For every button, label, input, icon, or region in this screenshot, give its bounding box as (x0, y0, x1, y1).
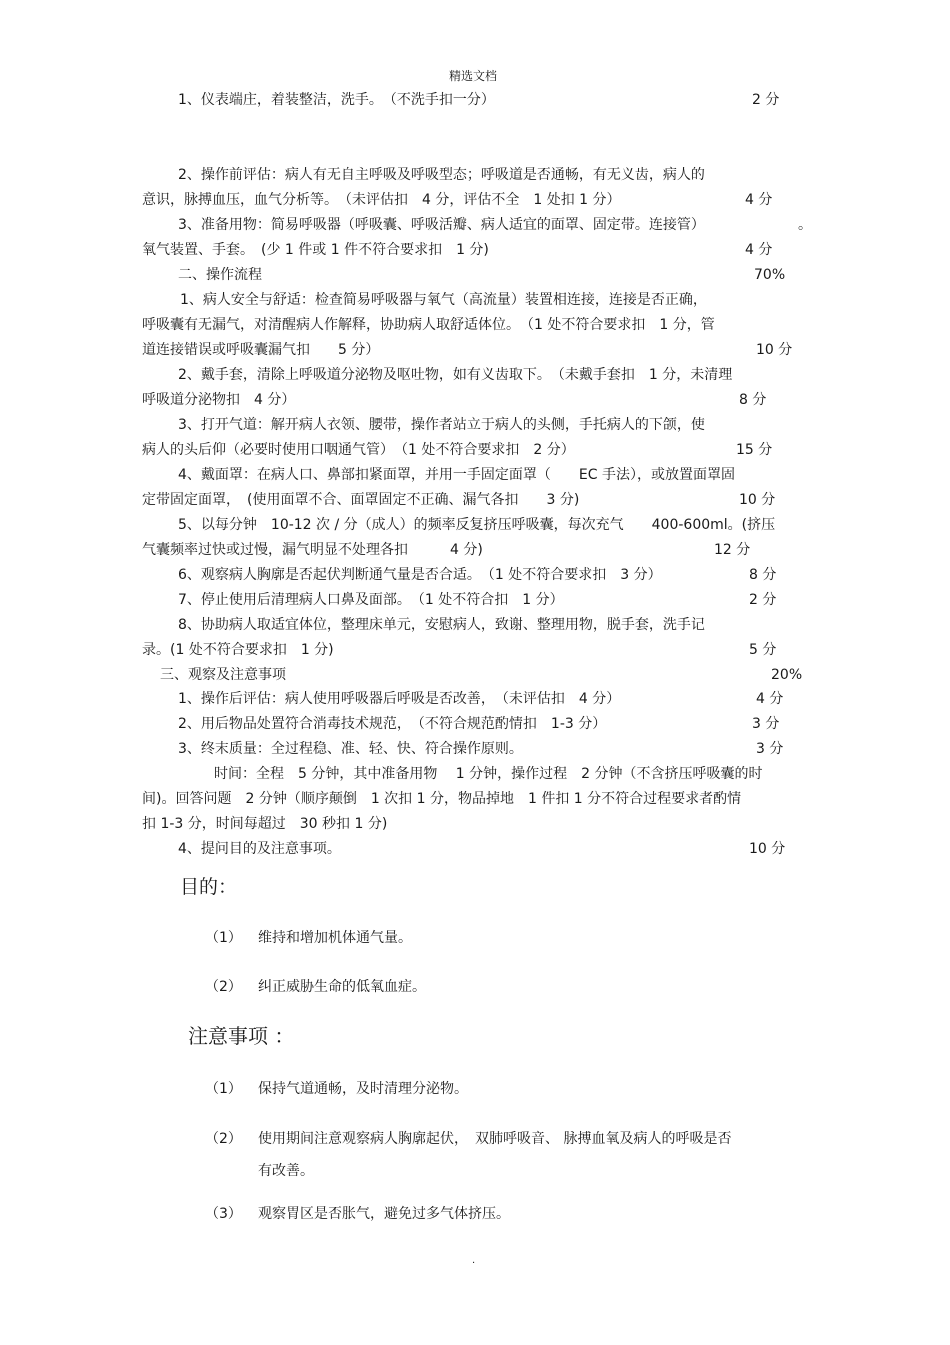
item-2-line2: 意识，脉搏血压，血气分析等。 （未评估扣 4 分，评估不全 1 处扣 1 分） (142, 192, 621, 208)
note-1-num: （1） (205, 1081, 242, 1097)
page-footer-mark: . (472, 1255, 476, 1266)
step-4-line1: 4、戴面罩：在病人口、鼻部扣紧面罩，并用一手固定面罩（ EC 手法），或放置面罩固 (178, 467, 735, 483)
note-2-num: （2） (205, 1131, 242, 1147)
time-line1: 时间：全程 5 分钟，其中准备用物 1 分钟，操作过程 2 分钟（不含挤压呼吸囊的时 (214, 766, 763, 782)
step-8-line1: 8、协助病人取适宜体位，整理床单元，安慰病人，致谢、整理用物，脱手套，洗手记 (178, 617, 705, 633)
step-8-line2: 录。(1 处不符合要求扣 1 分) (142, 642, 334, 658)
step-1-line3: 道连接错误或呼吸囊漏气扣 5 分） (142, 342, 380, 358)
item-1-score: 2 分 (752, 92, 780, 108)
notes-title: 注意事项 ： (188, 1024, 295, 1048)
step-5-score: 12 分 (714, 542, 751, 558)
step-6: 6、观察病人胸廓是否起伏判断通气量是否合适。 （1 处不符合要求扣 3 分） (178, 567, 662, 583)
note-2-text-cont: 有改善。 (258, 1163, 314, 1179)
step-4-line2: 定带固定面罩， (使用面罩不合、面罩固定不正确、漏气各扣 3 分) (142, 492, 580, 508)
step-2-score: 8 分 (739, 392, 767, 408)
step-1-score: 10 分 (756, 342, 793, 358)
item-2-line1: 2、操作前评估：病人有无自主呼吸及呼吸型态；呼吸道是否通畅，有无义齿，病人的 (178, 167, 705, 183)
purpose-title: 目的： (180, 876, 238, 898)
purpose-2-num: （2） (205, 979, 242, 995)
purpose-1-num: （1） (205, 930, 242, 946)
step-1-line2: 呼吸囊有无漏气，对清醒病人作解释，协助病人取舒适体位。 （1 处不符合要求扣 1 分，管 (142, 317, 715, 333)
item-3-line1: 3、准备用物：简易呼吸器（呼吸囊、呼吸活瓣、病人适宜的面罩、固定带。连接管） (178, 217, 705, 233)
section-3-heading: 三、观察及注意事项 (160, 667, 286, 683)
purpose-2-text: 纠正威胁生命的低氧血症。 (258, 979, 426, 995)
step-7: 7、停止使用后清理病人口鼻及面部。 （1 处不符合扣 1 分） (178, 592, 564, 608)
step-8-score: 5 分 (749, 642, 777, 658)
step-7-score: 2 分 (749, 592, 777, 608)
step-3-line2: 病人的头后仰（必要时使用口咽通气管） （1 处不符合要求扣 2 分） (142, 442, 575, 458)
step-3-line1: 3、打开气道：解开病人衣领、腰带，操作者站立于病人的头侧，手托病人的下颌，使 (178, 417, 705, 433)
step-2-line1: 2、戴手套，清除上呼吸道分泌物及呕吐物，如有义齿取下。 （未戴手套扣 1 分，未清理 (178, 367, 733, 383)
time-line2: 间)。回答问题 2 分钟（顺序颠倒 1 次扣 1 分，物品掉地 1 件扣 1 分不符合过程要求者酌情 (142, 791, 742, 807)
note-3-num: （3） (205, 1206, 242, 1222)
section-3-percent: 20% (771, 667, 803, 683)
item-3-tail: 。 (798, 217, 812, 233)
check-2-score: 3 分 (752, 716, 780, 732)
check-4-score: 10 分 (749, 841, 786, 857)
note-1-text: 保持气道通畅，及时清理分泌物。 (258, 1081, 468, 1097)
step-3-score: 15 分 (736, 442, 773, 458)
time-line3: 扣 1-3 分，时间每超过 30 秒扣 1 分) (142, 816, 388, 832)
item-3-score: 4 分 (745, 242, 773, 258)
check-4: 4、提问目的及注意事项。 (178, 841, 341, 857)
step-1-line1: 1、病人安全与舒适：检查简易呼吸器与氧气（高流量）装置相连接，连接是否正确， (180, 292, 707, 308)
item-2-score: 4 分 (745, 192, 773, 208)
item-3-line2: 氧气装置、手套。 (少 1 件或 1 件不符合要求扣 1 分) (142, 242, 489, 258)
note-3-text: 观察胃区是否胀气，避免过多气体挤压。 (258, 1206, 510, 1222)
section-2-percent: 70% (754, 267, 786, 283)
check-2: 2、用后物品处置符合消毒技术规范， （不符合规范酌情扣 1-3 分） (178, 716, 607, 732)
step-6-score: 8 分 (749, 567, 777, 583)
check-1-score: 4 分 (756, 691, 784, 707)
step-4-score: 10 分 (739, 492, 776, 508)
check-3: 3、终末质量：全过程稳、准、轻、快、符合操作原则。 (178, 741, 523, 757)
page-header: 精选文档 (449, 69, 498, 83)
check-1: 1、操作后评估：病人使用呼吸器后呼吸是否改善， （未评估扣 4 分） (178, 691, 621, 707)
purpose-1-text: 维持和增加机体通气量。 (258, 930, 412, 946)
step-5-line1: 5、以每分钟 10-12 次 / 分（成人）的频率反复挤压呼吸囊，每次充气 400-600ml。(挤压 (178, 517, 776, 533)
step-5-line2: 气囊频率过快或过慢，漏气明显不处理各扣 4 分) (142, 542, 483, 558)
check-3-score: 3 分 (756, 741, 784, 757)
note-2-text: 使用期间注意观察病人胸廓起伏， 双肺呼吸音、 脉搏血氧及病人的呼吸是否 (258, 1131, 732, 1147)
section-2-heading: 二、操作流程 (178, 267, 262, 283)
step-2-line2: 呼吸道分泌物扣 4 分） (142, 392, 296, 408)
item-1: 1、仪表端庄，着装整洁，洗手。 （不洗手扣一分） (178, 92, 495, 108)
